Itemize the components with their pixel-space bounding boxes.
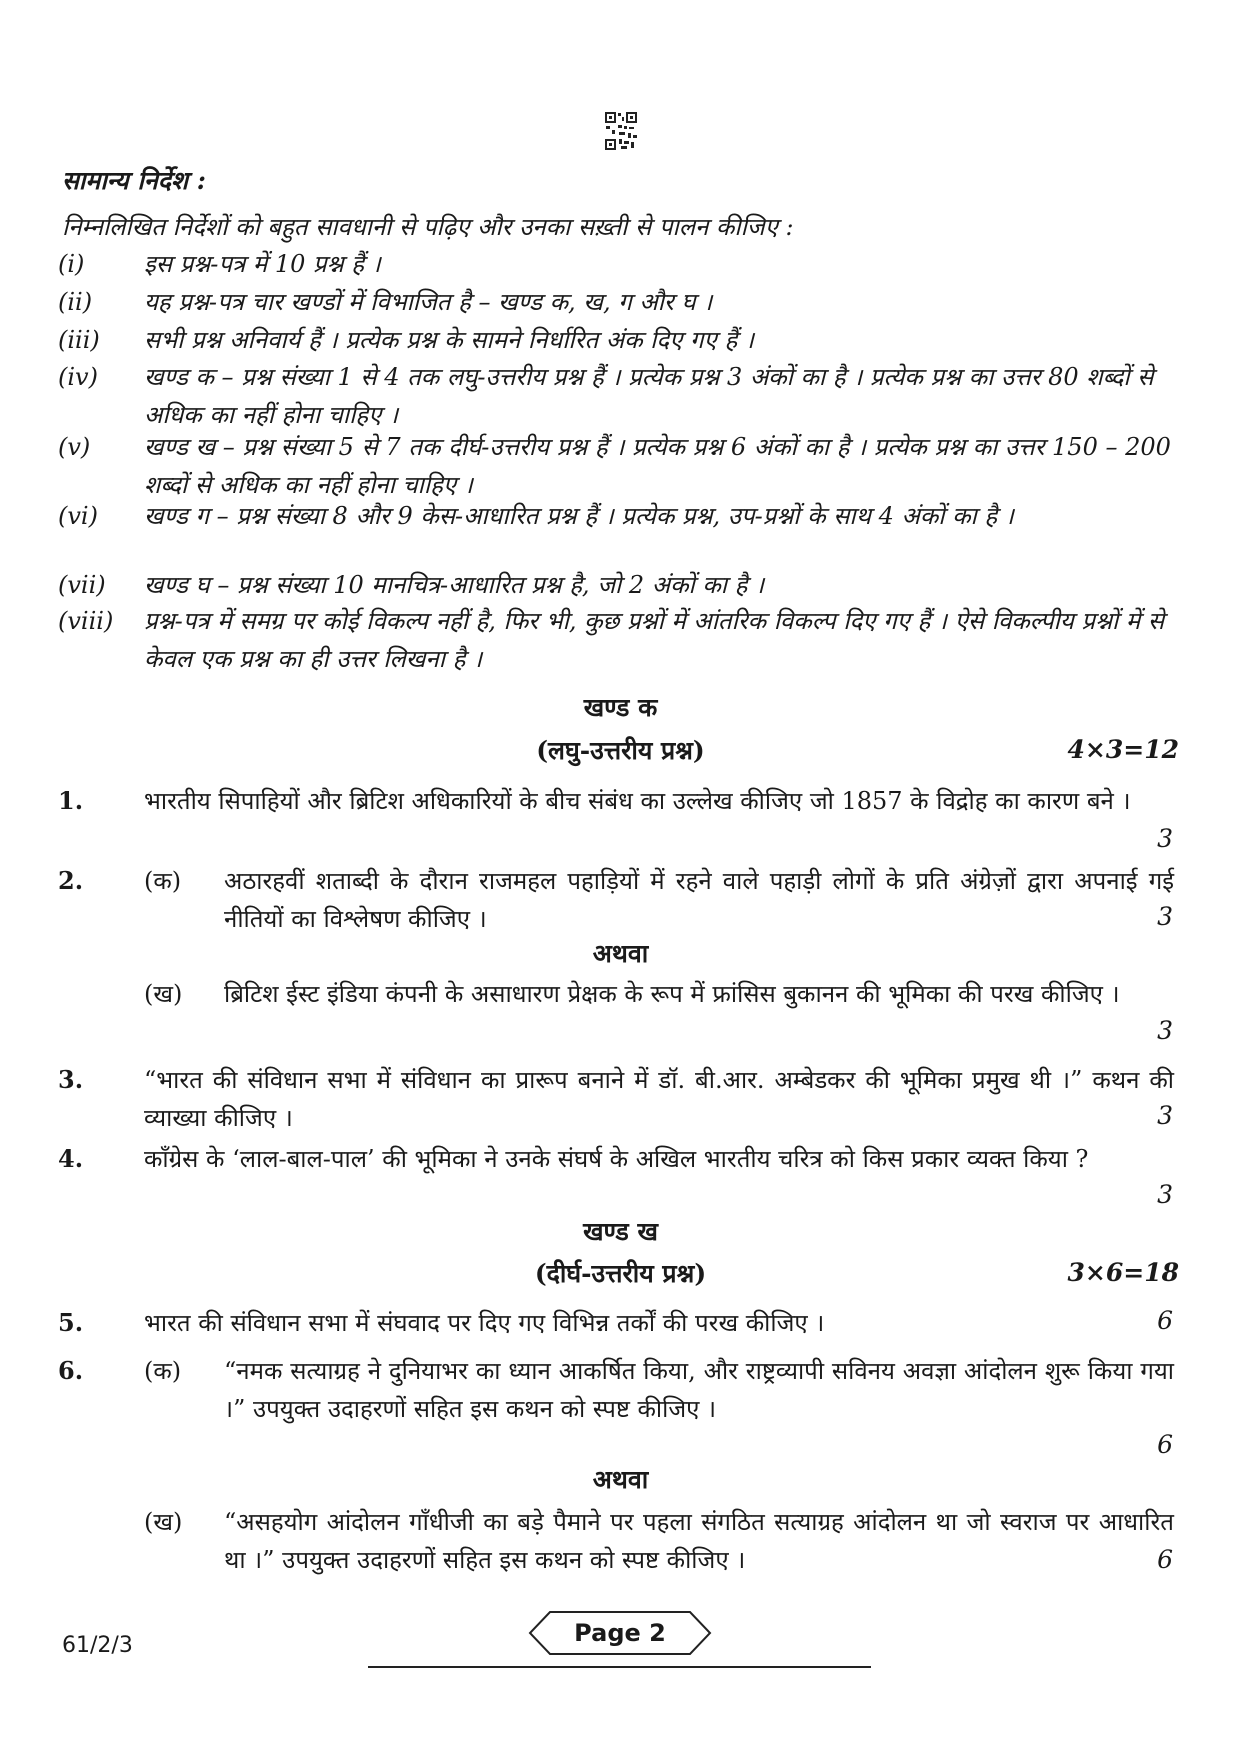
section-a-total-marks: 4×3=12 — [1067, 735, 1179, 764]
or-divider: अथवा — [592, 1465, 649, 1494]
question-text: कॉंग्रेस के ‘लाल-बाल-पाल’ की भूमिका ने उनके संघर्ष के अखिल भारतीय चरित्र को किस प्रकार व्यक्त किया ? — [144, 1145, 1089, 1173]
question-text: भारत की संविधान सभा में संघवाद पर दिए गए विभिन्न तर्कों की परख कीजिए । — [144, 1309, 825, 1337]
instruction-text: यह प्रश्न-पत्र चार खण्डों में विभाजित है – खण्ड क, ख, ग और घ । — [144, 288, 713, 316]
instruction-text: प्रश्न-पत्र में समग्र पर कोई विकल्प नहीं है, फिर भी, कुछ प्रश्नों में आंतरिक विकल्प दिए गए हैं । ऐसे विकल्पीय प्रश्नों में से केवल एक प्रश्न का ही उत्तर लिखना है । — [144, 607, 1165, 673]
instruction-text: खण्ड ख – प्रश्न संख्या 5 से 7 तक दीर्घ-उत्तरीय प्रश्न हैं । प्रत्येक प्रश्न 6 अंकों का है । प्रत्येक प्रश्न का उत्तर 150 – 200 शब्दों से अधिक का नहीं होना चाहिए । — [144, 433, 1171, 499]
section-b-subtitle: (दीर्घ-उत्तरीय प्रश्न) — [534, 1259, 707, 1288]
instruction-text: इस प्रश्न-पत्र में 10 प्रश्न हैं । — [144, 250, 381, 278]
section-b-total-marks: 3×6=18 — [1067, 1258, 1179, 1287]
question-text: भारतीय सिपाहियों और ब्रिटिश अधिकारियों के बीच संबंध का उल्लेख कीजिए जो 1857 के विद्रोह का कारण बने । — [144, 787, 1131, 815]
general-instructions-intro: निम्नलिखित निर्देशों को बहुत सावधानी से पढ़िए और उनका सख़्ती से पालन कीजिए : — [62, 213, 794, 241]
instruction-text: खण्ड क – प्रश्न संख्या 1 से 4 तक लघु-उत्तरीय प्रश्न हैं । प्रत्येक प्रश्न 3 अंकों का है । प्रत्येक प्रश्न का उत्तर 80 शब्दों से अधिक का नहीं होना चाहिए । — [144, 363, 1154, 429]
general-instructions-title: सामान्य निर्देश : — [62, 166, 206, 195]
instruction-number: (vi) — [58, 502, 98, 530]
question-marks: 6 — [1157, 1306, 1173, 1335]
instruction-number: (i) — [58, 250, 85, 278]
option-label: (क) — [144, 867, 182, 895]
option-label: (ख) — [144, 1508, 183, 1536]
question-text: “भारत की संविधान सभा में संविधान का प्रारूप बनाने में डॉ. बी.आर. अम्बेडकर की भूमिका प्रमुख थी ।” कथन की व्याख्या कीजिए । — [144, 1066, 1174, 1132]
instruction-number: (ii) — [58, 288, 93, 316]
question-text: अठारहवीं शताब्दी के दौरान राजमहल पहाड़ियों में रहने वाले पहाड़ी लोगों के प्रति अंग्रेज़ों द्वारा अपनाई गई नीतियों का विश्लेषण कीजिए । — [224, 867, 1174, 933]
question-text: “नमक सत्याग्रह ने दुनियाभर का ध्यान आकर्षित किया, और राष्ट्रव्यापी सविनय अवज्ञा आंदोलन शुरू किया गया ।” उपयुक्त उदाहरणों सहित इस कथन को स्पष्ट कीजिए । — [224, 1357, 1174, 1423]
section-b-title: खण्ड ख — [583, 1217, 658, 1246]
question-number: 6. — [58, 1356, 84, 1385]
instruction-text: सभी प्रश्न अनिवार्य हैं । प्रत्येक प्रश्न के सामने निर्धारित अंक दिए गए हैं । — [144, 326, 754, 354]
question-number: 1. — [58, 786, 84, 815]
question-marks: 3 — [1157, 1016, 1173, 1045]
option-label: (ख) — [144, 980, 183, 1008]
question-text: “असहयोग आंदोलन गाँधीजी का बड़े पैमाने पर पहला संगठित सत्याग्रह आंदोलन था जो स्वराज पर आधारित था ।” उपयुक्त उदाहरणों सहित इस कथन को स्पष्ट कीजिए । — [224, 1508, 1174, 1574]
or-divider: अथवा — [592, 939, 649, 968]
question-number: 3. — [58, 1065, 84, 1094]
instruction-number: (v) — [58, 433, 91, 461]
instruction-number: (iv) — [58, 363, 98, 391]
question-text: ब्रिटिश ईस्ट इंडिया कंपनी के असाधारण प्रेक्षक के रूप में फ्रांसिस बुकानन की भूमिका की परख कीजिए । — [224, 980, 1120, 1008]
question-number: 2. — [58, 866, 84, 895]
question-marks: 3 — [1157, 824, 1173, 853]
section-a-subtitle: (लघु-उत्तरीय प्रश्न) — [536, 736, 705, 765]
option-label: (क) — [144, 1357, 182, 1385]
question-marks: 3 — [1157, 1180, 1173, 1209]
instruction-number: (vii) — [58, 571, 106, 599]
page-number: Page 2 — [574, 1619, 666, 1647]
qr-code-icon — [604, 111, 638, 151]
instruction-number: (iii) — [58, 326, 100, 354]
question-marks: 3 — [1157, 902, 1173, 931]
instruction-text: खण्ड घ – प्रश्न संख्या 10 मानचित्र-आधारित प्रश्न है, जो 2 अंकों का है । — [144, 571, 765, 599]
question-marks: 6 — [1157, 1545, 1173, 1574]
question-number: 4. — [58, 1144, 84, 1173]
question-number: 5. — [58, 1308, 84, 1337]
question-marks: 6 — [1157, 1430, 1173, 1459]
section-a-title: खण्ड क — [583, 693, 658, 722]
instruction-number: (viii) — [58, 607, 114, 635]
question-marks: 3 — [1157, 1101, 1173, 1130]
footer-rule — [368, 1666, 871, 1668]
paper-code: 61/2/3 — [62, 1633, 133, 1658]
page-indicator — [528, 1610, 712, 1656]
instruction-text: खण्ड ग – प्रश्न संख्या 8 और 9 केस-आधारित प्रश्न हैं । प्रत्येक प्रश्न, उप-प्रश्नों के साथ 4 अंकों का है । — [144, 502, 1014, 530]
